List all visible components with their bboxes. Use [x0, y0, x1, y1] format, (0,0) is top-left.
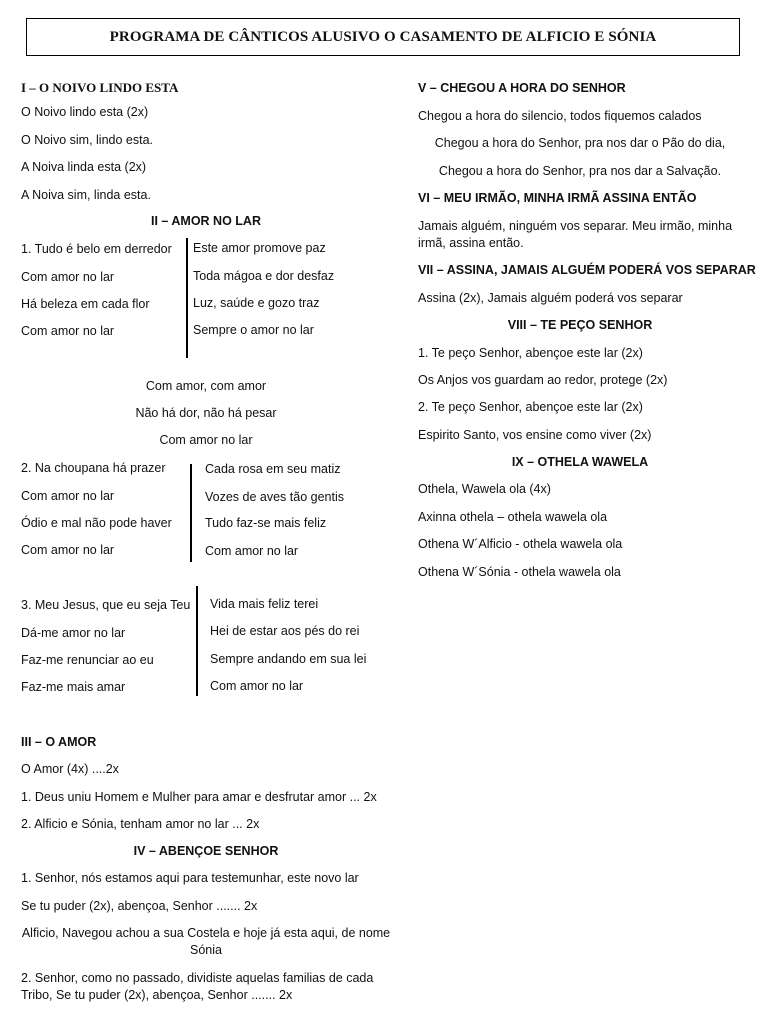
verse-1-left-line: Com amor no lar [21, 324, 115, 338]
song-line: A Noiva linda esta (2x) [21, 160, 147, 174]
chorus-line: Não há dor, não há pesar [135, 406, 277, 420]
section-5-heading: V – CHEGOU A HORA DO SENHOR [418, 81, 626, 95]
song-line: Chegou a hora do Senhor, pra nos dar o Pão do dia, [434, 136, 726, 150]
section-9-heading: IX – OTHELA WAWELA [511, 455, 649, 469]
verse-2-right-line: Vozes de aves tão gentis [205, 490, 344, 504]
song-line: 1. Senhor, nós estamos aqui para testemunhar, este novo lar [21, 871, 359, 885]
song-line: Se tu puder (2x), abençoa, Senhor ....... 2x [21, 899, 258, 913]
song-line: O Noivo lindo esta (2x) [21, 105, 149, 119]
section-6-heading: VI – MEU IRMÃO, MINHA IRMÃ ASSINA ENTÃO [418, 191, 697, 205]
verse-2-left-line: Com amor no lar [21, 543, 115, 557]
verse-3-left-line: 3. Meu Jesus, que eu seja Teu [21, 598, 191, 612]
song-line: Espirito Santo, vos ensine como viver (2x) [418, 428, 652, 442]
verse-3-right-line: Hei de estar aos pés do rei [210, 624, 360, 638]
verse-1-right-line: Luz, saúde e gozo traz [193, 296, 320, 310]
verse-2-right-line: Cada rosa em seu matiz [205, 462, 341, 476]
song-line: 2. Alficio e Sónia, tenham amor no lar ... 2x [21, 817, 260, 831]
verse-3-left-line: Dá-me amor no lar [21, 626, 126, 640]
verse-3-divider [196, 586, 198, 696]
verse-1-left-line: Com amor no lar [21, 270, 115, 284]
song-line: Othena W´Alficio - othela wawela ola [418, 537, 623, 551]
verse-2-right-line: Tudo faz-se mais feliz [205, 516, 327, 530]
verse-3-right-line: Vida mais feliz terei [210, 597, 319, 611]
song-text: Assina (2x), Jamais alguém poderá vos separar [418, 291, 683, 305]
verse-2-left-line: 2. Na choupana há prazer [21, 461, 166, 475]
song-line: O Noivo sim, lindo esta. [21, 133, 153, 147]
song-text: Jamais alguém, ninguém vos separar. Meu irmão, minha irmã, assina então. [418, 219, 733, 250]
section-7-heading: VII – ASSINA, JAMAIS ALGUÉM PODERÁ VOS SEPARAR [418, 263, 756, 277]
verse-3-right-line: Sempre andando em sua lei [210, 652, 367, 666]
song-line: 1. Deus uniu Homem e Mulher para amar e desfrutar amor ... 2x [21, 790, 377, 804]
verse-1-right-line: Sempre o amor no lar [193, 323, 314, 337]
verse-1-left-line: Há beleza em cada flor [21, 297, 150, 311]
verse-3-left-line: Faz-me mais amar [21, 680, 126, 694]
song-line: Chegou a hora do silencio, todos fiquemos calados [418, 109, 702, 123]
verse-2-left-line: Com amor no lar [21, 489, 115, 503]
verse-1-left-line: 1. Tudo é belo em derredor [21, 242, 172, 256]
song-line: 2. Te peço Senhor, abençoe este lar (2x) [418, 400, 643, 414]
song-line: O Amor (4x) ....2x [21, 762, 119, 776]
song-line: Os Anjos vos guardam ao redor, protege (2x) [418, 373, 668, 387]
song-line: Othela, Wawela ola (4x) [418, 482, 551, 496]
song-line: 2. Senhor, como no passado, dividiste aquelas familias de cada Tribo, Se tu puder (2x), abençoa, Senhor ....... 2x [21, 971, 374, 1002]
song-line: Axinna othela – othela wawela ola [418, 510, 608, 524]
song-line: Othena W´Sónia - othela wawela ola [418, 565, 621, 579]
section-8-heading: VIII – TE PEÇO SENHOR [507, 318, 653, 332]
verse-1-right-line: Toda mágoa e dor desfaz [193, 269, 335, 283]
song-line: A Noiva sim, linda esta. [21, 188, 151, 202]
chorus-line: Com amor no lar [159, 433, 253, 447]
song-line-centered: Alficio, Navegou achou a sua Costela e hoje já esta aqui, de nome Sónia [21, 926, 391, 957]
song-line: Chegou a hora do Senhor, pra nos dar a Salvação. [438, 164, 722, 178]
section-4-heading: IV – ABENÇOE SENHOR [133, 844, 279, 858]
document-title: PROGRAMA DE CÂNTICOS ALUSIVO O CASAMENTO DE ALFICIO E SÓNIA [109, 28, 657, 45]
section-2-heading: II – AMOR NO LAR [151, 214, 261, 228]
song-line: 1. Te peço Senhor, abençoe este lar (2x) [418, 346, 643, 360]
section-3-heading: III – O AMOR [21, 735, 97, 749]
section-1-heading: I – O NOIVO LINDO ESTA [21, 80, 179, 95]
verse-1-right-line: Este amor promove paz [193, 241, 326, 255]
verse-2-right-line: Com amor no lar [205, 544, 299, 558]
verse-2-divider [190, 464, 192, 562]
verse-1-divider [186, 238, 188, 358]
title-box [26, 18, 740, 56]
verse-3-left-line: Faz-me renunciar ao eu [21, 653, 154, 667]
verse-3-right-line: Com amor no lar [210, 679, 304, 693]
chorus-line: Com amor, com amor [145, 379, 267, 393]
verse-2-left-line: Ódio e mal não pode haver [21, 516, 172, 530]
